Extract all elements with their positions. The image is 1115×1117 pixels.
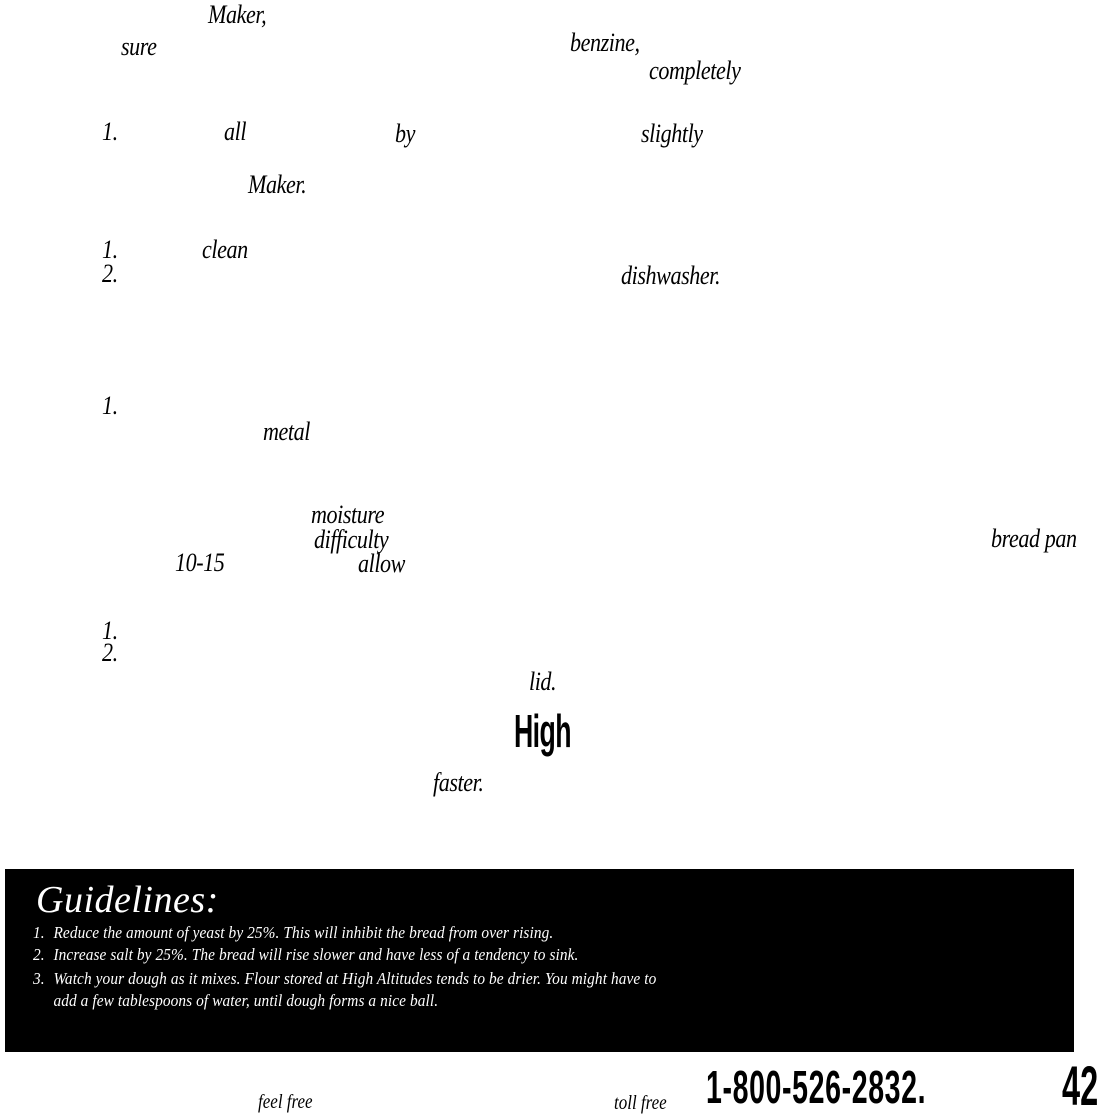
list-number: 2. bbox=[102, 638, 118, 667]
list-number: 2. bbox=[102, 259, 118, 288]
guideline-number: 1. bbox=[33, 923, 45, 942]
fragment-moisture: moisture bbox=[311, 500, 385, 529]
guideline-text: Reduce the amount of yeast by 25%. This will inhibit the bread from over rising. bbox=[53, 923, 554, 942]
guidelines-title: Guidelines: bbox=[36, 879, 219, 921]
guideline-text: add a few tablespoons of water, until dough forms a nice ball. bbox=[53, 991, 439, 1010]
fragment-by: by bbox=[395, 119, 416, 148]
guideline-item bbox=[33, 925, 553, 942]
fragment-clean: clean bbox=[202, 235, 248, 264]
fragment-completely: completely bbox=[649, 56, 741, 85]
guideline-number: 2. bbox=[33, 945, 45, 964]
high-heading: High bbox=[514, 705, 571, 757]
list-number: 1. bbox=[102, 616, 118, 645]
fragment-benzine: benzine, bbox=[570, 28, 640, 57]
guideline-text: Watch your dough as it mixes. Flour stored at High Altitudes tends to be drier. You might have to bbox=[53, 969, 657, 988]
guideline-item bbox=[33, 947, 578, 964]
guideline-text: Increase salt by 25%. The bread will rise slower and have less of a tendency to sink. bbox=[53, 945, 579, 964]
fragment-sure: sure bbox=[121, 32, 157, 61]
fragment-metal: metal bbox=[263, 417, 310, 446]
fragment-dishwasher: dishwasher. bbox=[621, 261, 721, 290]
page-number: 42 bbox=[1062, 1054, 1099, 1117]
fragment-bread-pan: bread pan bbox=[991, 524, 1077, 553]
fragment-feel-free: feel free bbox=[258, 1091, 313, 1113]
fragment-maker-period: Maker. bbox=[248, 170, 307, 199]
fragment-lid: lid. bbox=[529, 667, 557, 696]
fragment-faster: faster. bbox=[433, 768, 484, 797]
list-number: 1. bbox=[102, 117, 118, 146]
guideline-item bbox=[33, 993, 438, 1010]
fragment-slightly: slightly bbox=[641, 119, 703, 148]
fragment-all: all bbox=[224, 117, 247, 146]
fragment-10-15: 10-15 bbox=[175, 548, 225, 577]
phone-number: 1-800-526-2832. bbox=[706, 1061, 927, 1113]
fragment-difficulty: difficulty bbox=[314, 525, 389, 554]
fragment-maker: Maker, bbox=[208, 0, 267, 29]
guideline-number: 3. bbox=[33, 969, 45, 988]
fragment-toll-free: toll free bbox=[614, 1092, 667, 1114]
list-number: 1. bbox=[102, 235, 118, 264]
guidelines-box bbox=[5, 869, 1074, 1052]
guideline-item bbox=[33, 971, 656, 988]
list-number: 1. bbox=[102, 391, 118, 420]
fragment-allow: allow bbox=[358, 549, 406, 578]
